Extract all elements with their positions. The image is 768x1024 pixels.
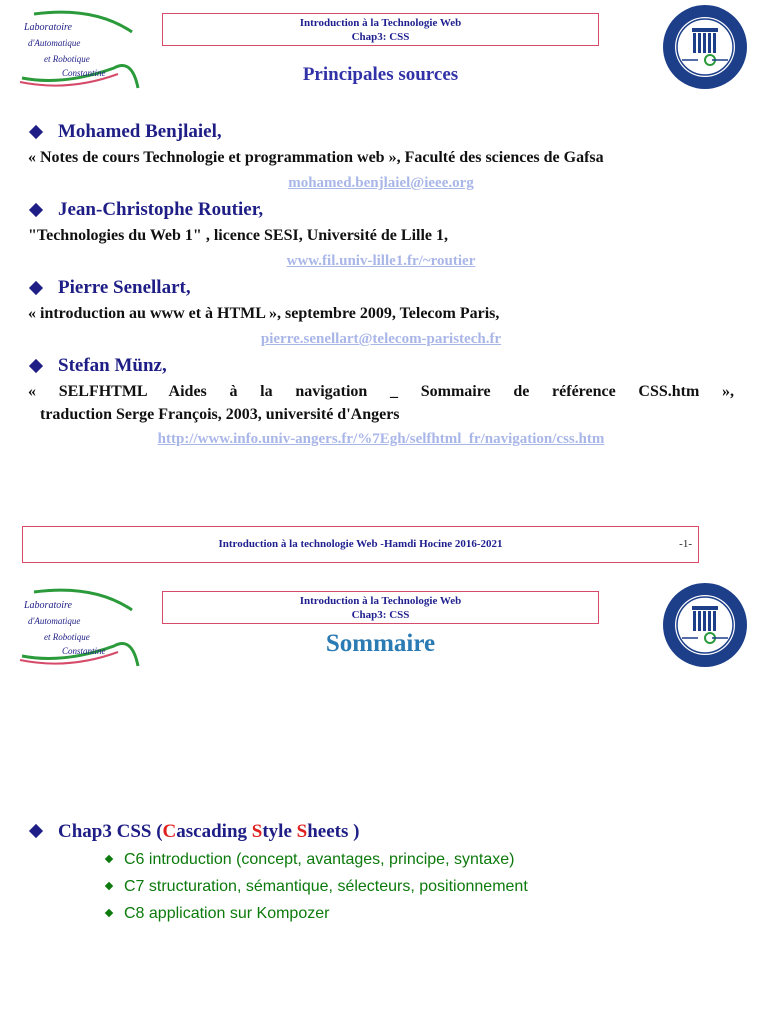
source-link[interactable]: www.fil.univ-lille1.fr/~routier	[286, 253, 476, 269]
list-item: C6 introduction (concept, avantages, principe, syntaxe)	[104, 846, 528, 873]
source-description: « introduction au www et à HTML », septembre 2009, Telecom Paris,	[28, 305, 500, 322]
lab-logo-line-2: d'Automatique	[28, 38, 81, 48]
lab-logo-line-3: et Robotique	[44, 54, 90, 64]
diamond-bullet-icon	[29, 359, 43, 373]
slide-header	[162, 13, 599, 46]
lab-logo-line-3: et Robotique	[44, 632, 90, 642]
chapter-topics	[104, 846, 528, 927]
source-item	[28, 118, 734, 196]
diamond-bullet-icon	[105, 909, 113, 917]
diamond-bullet-icon	[105, 855, 113, 863]
lab-logo-line-4: Constantine	[62, 68, 106, 78]
source-link[interactable]: pierre.senellart@telecom-paristech.fr	[260, 331, 502, 347]
source-description-continued: traduction Serge François, 2003, université d'Angers	[40, 406, 400, 423]
diamond-bullet-icon	[29, 125, 43, 139]
lab-logo-line-1: Laboratoire	[24, 600, 72, 611]
diamond-bullet-icon	[29, 281, 43, 295]
source-item	[28, 352, 734, 452]
header-line-1: Introduction à la Technologie Web	[299, 595, 462, 607]
header-line-2: Chap3: CSS	[351, 31, 410, 43]
diamond-bullet-icon	[29, 203, 43, 217]
header-line-2: Chap3: CSS	[351, 609, 410, 621]
header-line-1: Introduction à la Technologie Web	[299, 17, 462, 29]
list-item: C8 application sur Kompozer	[104, 900, 528, 927]
page-number: -1-	[679, 538, 692, 550]
source-link[interactable]: http://www.info.univ-angers.fr/%7Egh/selfhtml_fr/navigation/css.htm	[157, 431, 605, 447]
chapter-heading: Chap3 CSS (Cascading Style Sheets )	[28, 818, 359, 846]
lab-logo-line-2: d'Automatique	[28, 616, 81, 626]
source-author: Stefan Münz,	[28, 352, 734, 380]
lab-logo	[14, 8, 140, 92]
slide-title: Sommaire	[325, 630, 436, 657]
diamond-bullet-icon	[105, 882, 113, 890]
footer-text: Introduction à la technologie Web -Hamdi Hocine 2016-2021	[218, 538, 503, 550]
source-description: « SELFHTML Aides à la navigation _ Sommaire de référence CSS.htm »,	[28, 383, 734, 400]
lab-logo	[14, 586, 140, 670]
sources-list	[28, 118, 734, 452]
slide-2	[0, 578, 768, 1024]
university-logo	[662, 4, 748, 90]
source-author: Mohamed Benjlaiel,	[28, 118, 734, 146]
source-link[interactable]: mohamed.benjlaiel@ieee.org	[288, 175, 474, 191]
diamond-bullet-icon	[29, 824, 43, 838]
lab-logo-line-1: Laboratoire	[24, 22, 72, 33]
lab-logo-line-4: Constantine	[62, 646, 106, 656]
slide-title: Principales sources	[302, 64, 459, 85]
slide-header	[162, 591, 599, 624]
source-description: "Technologies du Web 1" , licence SESI, Université de Lille 1,	[28, 227, 449, 244]
university-logo	[662, 582, 748, 668]
source-item	[28, 196, 734, 274]
source-description: « Notes de cours Technologie et programmation web », Faculté des sciences de Gafsa	[28, 149, 604, 166]
source-author: Pierre Senellart,	[28, 274, 734, 302]
slide-footer	[22, 526, 699, 563]
list-item: C7 structuration, sémantique, sélecteurs, positionnement	[104, 873, 528, 900]
source-item	[28, 274, 734, 352]
source-author: Jean-Christophe Routier,	[28, 196, 734, 224]
